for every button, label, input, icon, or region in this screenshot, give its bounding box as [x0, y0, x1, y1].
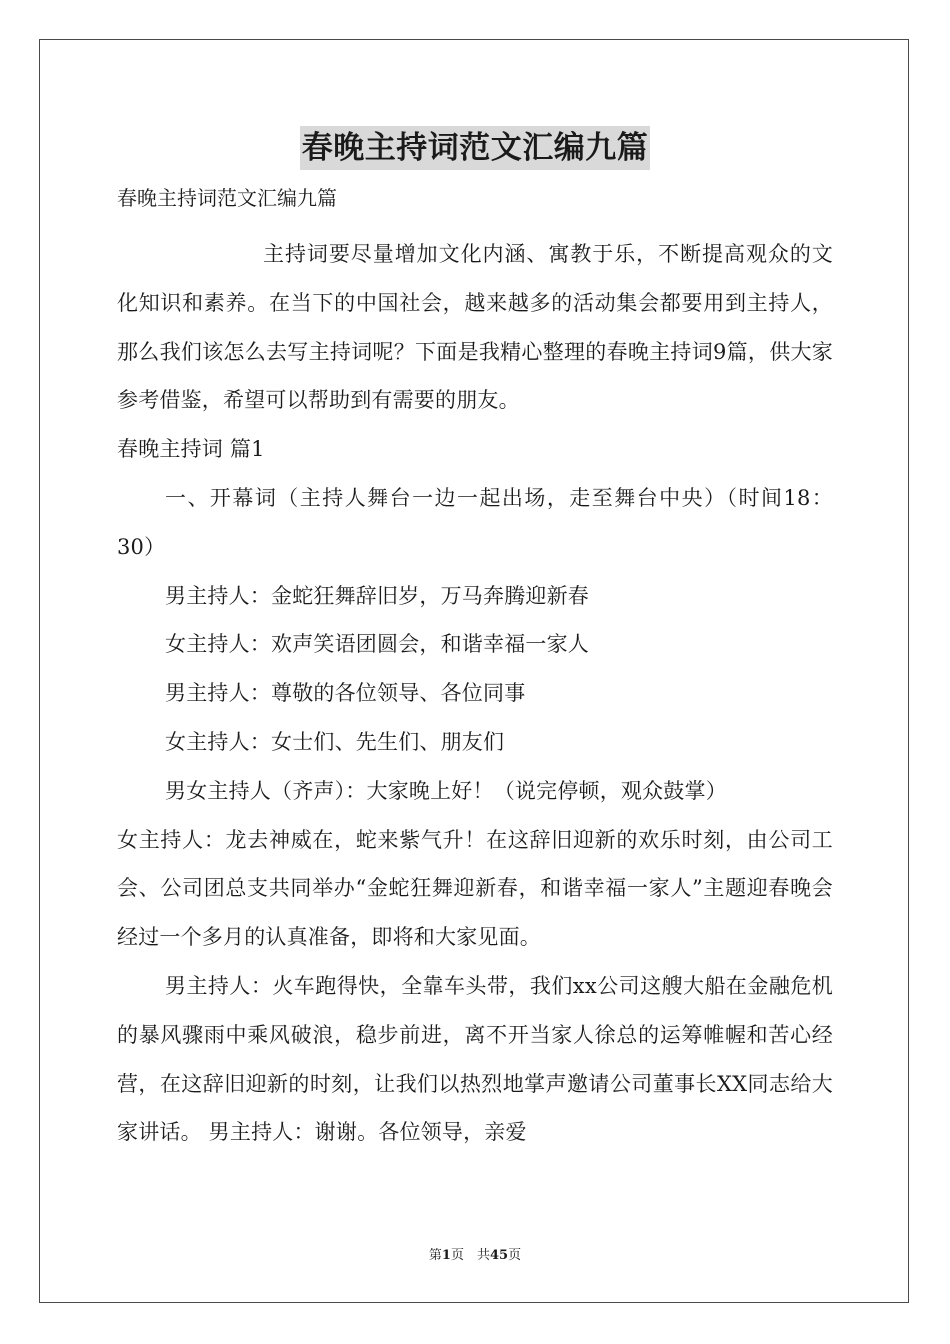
dialogue-line: 女主持人：欢声笑语团圆会，和谐幸福一家人 [165, 632, 589, 657]
page-footer [0, 1247, 950, 1265]
section-heading: 春晚主持词 篇1 [117, 437, 265, 462]
document-body [117, 230, 833, 1157]
footer-prefix: 第 [428, 1248, 442, 1263]
dialogue-line: 男女主持人（齐声）：大家晚上好！（说完停顿，观众鼓掌） [165, 778, 727, 803]
dialogue-line: 男主持人：尊敬的各位领导、各位同事 [165, 681, 526, 706]
dialogue-line: 女主持人：女士们、先生们、朋友们 [165, 729, 505, 754]
dialogue-paragraph: 女主持人：龙去神威在，蛇来紫气升！在这辞旧迎新的欢乐时刻，由公司工会、公司团总支共同举办“金蛇狂舞迎新春，和谐幸福一家人”主题迎春晚会经过一个多月的认真准备，即将和大家见面。 [117, 827, 833, 950]
document-title: 春晚主持词范文汇编九篇 [300, 126, 651, 170]
footer-mid: 页 共 [450, 1248, 490, 1263]
document-subtitle: 春晚主持词范文汇编九篇 [117, 186, 337, 210]
dialogue-paragraph: 男主持人：火车跑得快，全靠车头带，我们xx公司这艘大船在金融危机的暴风骤雨中乘风破浪，稳步前进，离不开当家人徐总的运筹帷幄和苦心经营，在这辞旧迎新的时刻，让我们以热烈地掌声邀请公司董事长XX同志给大家讲话。 男主持人：谢谢。各位领导，亲爱 [117, 973, 833, 1145]
total-page-number: 45 [489, 1248, 509, 1263]
current-page-number: 1 [441, 1248, 451, 1263]
intro-paragraph: 主持词要尽量增加文化内涵、寓教于乐，不断提高观众的文化知识和素养。在当下的中国社会，越来越多的活动集会都要用到主持人，那么我们该怎么去写主持词呢？下面是我精心整理的春晚主持词9篇，供大家参考借鉴，希望可以帮助到有需要的朋友。 [117, 242, 833, 413]
footer-suffix: 页 [508, 1248, 522, 1263]
opening-paragraph: 一、开幕词（主持人舞台一边一起出场，走至舞台中央）（时间18：30） [117, 485, 833, 559]
title-area [0, 126, 950, 170]
dialogue-line: 男主持人：金蛇狂舞辞旧岁，万马奔腾迎新春 [165, 583, 589, 608]
